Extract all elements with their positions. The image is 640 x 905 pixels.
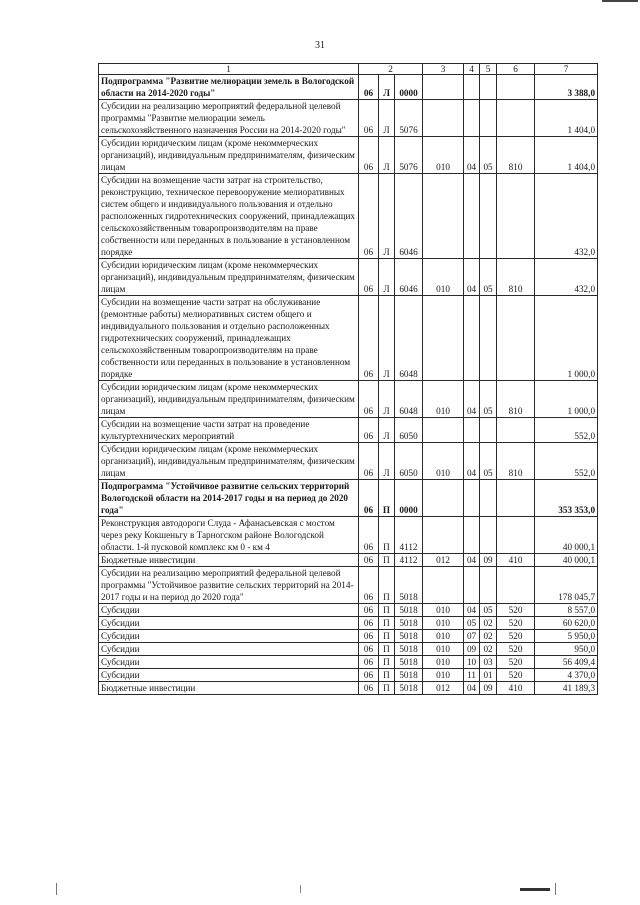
amount: 5 950,0 (535, 630, 598, 643)
row-description: Субсидии (99, 656, 359, 669)
code-subdiv: 05 (480, 259, 497, 296)
table-row (99, 567, 598, 604)
row-description: Подпрограмма "Устойчивое развитие сельских территорий Вологодской области на 2014-2017 годы и на период до 2020 года" (99, 480, 359, 517)
code-type: 810 (497, 259, 535, 296)
row-description: Подпрограмма "Развитие мелиорации земель в Вологодской области на 2014-2020 годы" (99, 75, 359, 100)
code-div (464, 480, 480, 517)
header-col-1: 1 (99, 64, 359, 75)
code-subdiv: 09 (480, 682, 497, 695)
code-ministry: 012 (423, 682, 464, 695)
code-ministry: 010 (423, 643, 464, 656)
code-type: 810 (497, 381, 535, 418)
row-description: Субсидии (99, 604, 359, 617)
code-type (497, 517, 535, 554)
header-row (99, 64, 598, 75)
row-description: Субсидии (99, 669, 359, 682)
code-letter: Л (379, 174, 395, 259)
code-letter: П (379, 682, 395, 695)
header-col-6: 6 (497, 64, 535, 75)
code-section: 06 (359, 296, 379, 381)
amount: 432,0 (535, 174, 598, 259)
code-ministry: 010 (423, 617, 464, 630)
code-type: 410 (497, 682, 535, 695)
code-section: 06 (359, 682, 379, 695)
amount: 1 404,0 (535, 100, 598, 137)
table-row (99, 259, 598, 296)
code-letter: Л (379, 381, 395, 418)
code-number: 5018 (395, 617, 423, 630)
table-row (99, 517, 598, 554)
header-col-4: 4 (464, 64, 480, 75)
code-type: 410 (497, 554, 535, 567)
amount: 60 620,0 (535, 617, 598, 630)
row-description: Субсидии юридическим лицам (кроме некоммерческих организаций), индивидуальным предпринимателям, физическим лицам (99, 259, 359, 296)
table-row (99, 617, 598, 630)
code-section: 06 (359, 617, 379, 630)
code-subdiv (480, 100, 497, 137)
code-number: 4112 (395, 554, 423, 567)
table-row (99, 100, 598, 137)
code-section: 06 (359, 554, 379, 567)
code-ministry: 010 (423, 137, 464, 174)
scan-mark (300, 885, 301, 893)
code-subdiv (480, 174, 497, 259)
scan-mark (56, 883, 57, 895)
code-section: 06 (359, 656, 379, 669)
code-subdiv: 01 (480, 669, 497, 682)
table-row (99, 443, 598, 480)
code-number: 6048 (395, 381, 423, 418)
code-letter: П (379, 517, 395, 554)
scan-mark (520, 888, 550, 891)
row-description: Субсидии юридическим лицам (кроме некоммерческих организаций), индивидуальным предпринимателям, физическим лицам (99, 443, 359, 480)
row-description: Субсидии на возмещение части затрат на обслуживание (ремонтные работы) мелиоративных систем общего и индивидуального пользования и отдельно расположенных гидротехнических сооружений, принадлежащих сельскохозяйственным товаропроизводителям на праве собственности или переданных в пользование в установленном порядке (99, 296, 359, 381)
code-subdiv: 05 (480, 381, 497, 418)
code-letter: Л (379, 296, 395, 381)
row-description: Субсидии на возмещение части затрат на строительство, реконструкцию, техническое перевооружение мелиоративных систем общего и индивидуального пользования и отдельно расположенных гидротехнических сооружений, принадлежащих сельскохозяйственным товаропроизводителям на праве собственности или переданных в пользование в установленном порядке (99, 174, 359, 259)
header-col-2: 2 (359, 64, 423, 75)
code-div: 10 (464, 656, 480, 669)
code-subdiv (480, 480, 497, 517)
code-letter: П (379, 480, 395, 517)
code-number: 5018 (395, 656, 423, 669)
code-section: 06 (359, 137, 379, 174)
row-description: Бюджетные инвестиции (99, 682, 359, 695)
code-type (497, 567, 535, 604)
code-number: 5018 (395, 567, 423, 604)
code-letter: П (379, 554, 395, 567)
code-number: 6046 (395, 174, 423, 259)
row-description: Субсидии (99, 643, 359, 656)
code-type: 810 (497, 443, 535, 480)
code-type: 520 (497, 604, 535, 617)
code-number: 5018 (395, 669, 423, 682)
code-section: 06 (359, 643, 379, 656)
code-number: 5018 (395, 630, 423, 643)
code-letter: П (379, 567, 395, 604)
code-type (497, 75, 535, 100)
code-div: 04 (464, 554, 480, 567)
code-section: 06 (359, 604, 379, 617)
row-description: Субсидии юридическим лицам (кроме некоммерческих организаций), индивидуальным предпринимателям, физическим лицам (99, 381, 359, 418)
code-letter: Л (379, 100, 395, 137)
amount: 353 353,0 (535, 480, 598, 517)
amount: 56 409,4 (535, 656, 598, 669)
code-type: 520 (497, 669, 535, 682)
code-section: 06 (359, 669, 379, 682)
code-type (497, 418, 535, 443)
code-letter: Л (379, 137, 395, 174)
amount: 40 000,1 (535, 554, 598, 567)
code-type: 520 (497, 617, 535, 630)
code-number: 0000 (395, 480, 423, 517)
code-type: 520 (497, 656, 535, 669)
code-ministry (423, 480, 464, 517)
amount: 178 045,7 (535, 567, 598, 604)
code-number: 4112 (395, 517, 423, 554)
code-number: 5018 (395, 643, 423, 656)
code-ministry: 010 (423, 381, 464, 418)
code-type (497, 480, 535, 517)
code-section: 06 (359, 443, 379, 480)
code-div: 05 (464, 617, 480, 630)
row-description: Реконструкция автодороги Слуда - Афанасьевская с мостом через реку Кокшеньгу в Тарногском районе Вологодской области. 1-й пусковой комплекс км 0 - км 4 (99, 517, 359, 554)
code-number: 6050 (395, 443, 423, 480)
code-div: 04 (464, 682, 480, 695)
row-description: Бюджетные инвестиции (99, 554, 359, 567)
code-letter: П (379, 630, 395, 643)
row-description: Субсидии на возмещение части затрат на проведение культуртехнических мероприятий (99, 418, 359, 443)
code-subdiv (480, 296, 497, 381)
amount: 1 000,0 (535, 381, 598, 418)
table-row (99, 174, 598, 259)
code-ministry (423, 174, 464, 259)
code-section: 06 (359, 517, 379, 554)
table-row (99, 630, 598, 643)
code-number: 5018 (395, 682, 423, 695)
code-subdiv: 09 (480, 554, 497, 567)
code-subdiv: 02 (480, 630, 497, 643)
code-subdiv (480, 75, 497, 100)
code-ministry (423, 418, 464, 443)
table-row (99, 656, 598, 669)
amount: 1 404,0 (535, 137, 598, 174)
code-number: 5076 (395, 137, 423, 174)
code-ministry: 010 (423, 443, 464, 480)
table-row (99, 418, 598, 443)
code-ministry (423, 100, 464, 137)
code-subdiv (480, 567, 497, 604)
code-section: 06 (359, 100, 379, 137)
code-section: 06 (359, 381, 379, 418)
code-letter: П (379, 604, 395, 617)
header-col-7: 7 (535, 64, 598, 75)
code-ministry (423, 567, 464, 604)
code-subdiv (480, 418, 497, 443)
code-div: 11 (464, 669, 480, 682)
code-ministry (423, 75, 464, 100)
code-type (497, 174, 535, 259)
code-div (464, 567, 480, 604)
scan-mark (555, 883, 556, 895)
code-ministry (423, 296, 464, 381)
code-letter: Л (379, 418, 395, 443)
code-section: 06 (359, 567, 379, 604)
code-div: 04 (464, 381, 480, 418)
amount: 552,0 (535, 443, 598, 480)
row-description: Субсидии на реализацию мероприятий федеральной целевой программы "Устойчивое развитие сельских территорий на 2014-2017 годы и на период до 2020 года" (99, 567, 359, 604)
row-description: Субсидии (99, 630, 359, 643)
scan-mark-top (602, 0, 638, 2)
code-ministry: 010 (423, 259, 464, 296)
code-div: 04 (464, 604, 480, 617)
code-subdiv: 02 (480, 617, 497, 630)
code-section: 06 (359, 418, 379, 443)
code-ministry: 010 (423, 604, 464, 617)
code-div: 04 (464, 259, 480, 296)
code-section: 06 (359, 630, 379, 643)
code-letter: П (379, 669, 395, 682)
code-subdiv (480, 517, 497, 554)
code-subdiv: 02 (480, 643, 497, 656)
table-row (99, 296, 598, 381)
code-type: 520 (497, 630, 535, 643)
amount: 8 557,0 (535, 604, 598, 617)
row-description: Субсидии юридическим лицам (кроме некоммерческих организаций), индивидуальным предпринимателям, физическим лицам (99, 137, 359, 174)
code-number: 6048 (395, 296, 423, 381)
row-description: Субсидии на реализацию мероприятий федеральной целевой программы "Развитие мелиорации земель сельскохозяйственного назначения России на 2014-2020 годы" (99, 100, 359, 137)
code-ministry (423, 517, 464, 554)
code-letter: Л (379, 259, 395, 296)
code-div: 04 (464, 137, 480, 174)
code-div (464, 418, 480, 443)
row-description: Субсидии (99, 617, 359, 630)
code-letter: П (379, 643, 395, 656)
header-col-3: 3 (423, 64, 464, 75)
header-col-5: 5 (480, 64, 497, 75)
code-letter: П (379, 617, 395, 630)
amount: 3 388,0 (535, 75, 598, 100)
code-type: 810 (497, 137, 535, 174)
code-div: 04 (464, 443, 480, 480)
code-div (464, 517, 480, 554)
code-type: 520 (497, 643, 535, 656)
code-number: 6050 (395, 418, 423, 443)
amount: 432,0 (535, 259, 598, 296)
code-subdiv: 03 (480, 656, 497, 669)
code-section: 06 (359, 259, 379, 296)
code-section: 06 (359, 174, 379, 259)
code-type (497, 100, 535, 137)
amount: 40 000,1 (535, 517, 598, 554)
amount: 41 189,3 (535, 682, 598, 695)
code-div: 09 (464, 643, 480, 656)
code-number: 5018 (395, 604, 423, 617)
code-div (464, 296, 480, 381)
code-section: 06 (359, 75, 379, 100)
code-subdiv: 05 (480, 604, 497, 617)
code-ministry: 010 (423, 630, 464, 643)
table-row (99, 381, 598, 418)
code-number: 6046 (395, 259, 423, 296)
code-letter: Л (379, 75, 395, 100)
table-row (99, 669, 598, 682)
budget-table (98, 63, 598, 695)
code-div (464, 75, 480, 100)
code-ministry: 010 (423, 656, 464, 669)
code-ministry: 012 (423, 554, 464, 567)
code-letter: Л (379, 443, 395, 480)
code-number: 5076 (395, 100, 423, 137)
amount: 1 000,0 (535, 296, 598, 381)
code-subdiv: 05 (480, 137, 497, 174)
page-number: 31 (315, 40, 325, 51)
code-section: 06 (359, 480, 379, 517)
code-ministry: 010 (423, 669, 464, 682)
code-number: 0000 (395, 75, 423, 100)
amount: 552,0 (535, 418, 598, 443)
code-letter: П (379, 656, 395, 669)
table-row (99, 137, 598, 174)
code-div (464, 174, 480, 259)
table-row (99, 554, 598, 567)
table-row (99, 643, 598, 656)
subprogram-row (99, 75, 598, 100)
table-row (99, 604, 598, 617)
subprogram-row (99, 480, 598, 517)
code-subdiv: 05 (480, 443, 497, 480)
code-div (464, 100, 480, 137)
table-row (99, 682, 598, 695)
code-div: 07 (464, 630, 480, 643)
amount: 4 370,0 (535, 669, 598, 682)
code-type (497, 296, 535, 381)
amount: 950,0 (535, 643, 598, 656)
